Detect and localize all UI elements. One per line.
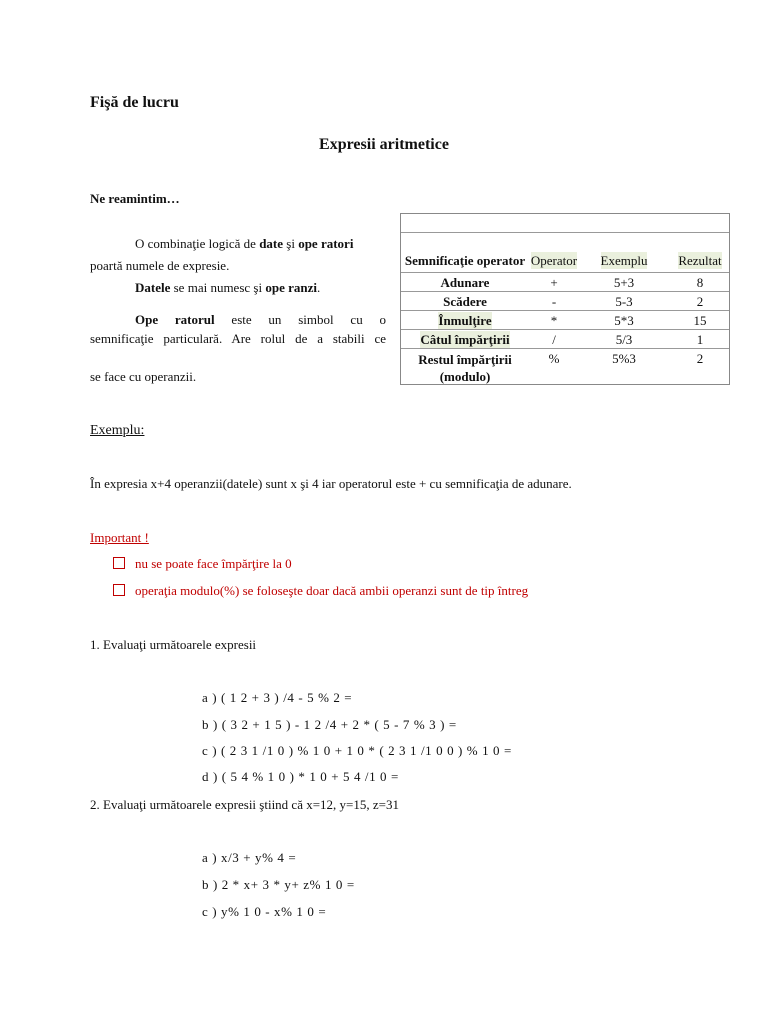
example-text: În expresia x+4 operanzii(datele) sunt x şi 4 iar operatorul este + cu semnificaţia de adunare. — [90, 476, 572, 491]
intro-paragraph-1 — [90, 233, 386, 277]
table-row — [401, 348, 729, 386]
worksheet-title: Fişă de lucru — [90, 94, 179, 111]
exercise-2-item-c: c ) y% 1 0 - x% 1 0 = — [202, 904, 327, 919]
exercise-1-item-c: c ) ( 2 3 1 /1 0 ) % 1 0 + 1 0 * ( 2 3 1 /1 0 0 ) % 1 0 = — [202, 743, 512, 758]
table-cell: 2 — [696, 351, 704, 366]
intro-text: este un simbol cu o — [214, 312, 386, 327]
term-operatorul: Ope ratorul — [135, 312, 215, 327]
table-cell: 5-3 — [615, 293, 633, 309]
table-row — [401, 310, 729, 329]
table-row — [401, 272, 729, 291]
intro-text: . — [316, 280, 321, 295]
header-cell: Exemplu — [600, 252, 648, 268]
term-operatori: ope ratori — [298, 236, 354, 251]
table-cell: * — [550, 312, 558, 328]
table-cell: % — [548, 351, 560, 366]
intro-text: poartă numele de expresie. — [90, 258, 230, 273]
page-title: Expresii aritmetice — [319, 136, 449, 153]
important-item: operaţia modulo(%) se foloseşte doar dacă ambii operanzi sunt de tip întreg — [113, 583, 528, 599]
intro-text: şi — [283, 236, 299, 251]
header-cell: Rezultat — [678, 252, 722, 268]
important-item: nu se poate face împărţire la 0 — [113, 556, 292, 572]
important-heading: Important ! — [90, 530, 149, 545]
table-cell: 5*3 — [614, 312, 634, 328]
exercise-1-item-a: a ) ( 1 2 + 3 ) /4 - 5 % 2 = — [202, 690, 353, 705]
exercise-2-item-a: a ) x/3 + y% 4 = — [202, 850, 297, 865]
intro-text: O combinaţie logică de — [135, 236, 260, 251]
header-cell: Semnificaţie operator — [404, 252, 526, 268]
table-cell: Câtul împărţirii — [420, 331, 510, 347]
exercise-2-item-b: b ) 2 * x+ 3 * y+ z% 1 0 = — [202, 877, 355, 892]
operators-table — [400, 213, 730, 385]
table-cell: 15 — [693, 312, 707, 328]
table-cell: Restul împărţirii (modulo) — [418, 351, 512, 384]
exercise-1-item-b: b ) ( 3 2 + 1 5 ) - 1 2 /4 + 2 * ( 5 - 7 % 3 ) = — [202, 717, 457, 732]
table-cell: 5/3 — [615, 331, 633, 347]
table-cell: 8 — [696, 274, 704, 290]
example-heading: Exemplu: — [90, 423, 145, 438]
term-date: date — [259, 236, 284, 251]
table-cell: Adunare — [440, 274, 490, 290]
exercise-1-item-d: d ) ( 5 4 % 1 0 ) * 1 0 + 5 4 /1 0 = — [202, 769, 399, 784]
term-operanzi: ope ranzi — [265, 280, 317, 295]
table-cell: 5%3 — [612, 351, 636, 366]
table-cell: + — [550, 274, 558, 290]
table-cell: 5+3 — [613, 274, 635, 290]
table-cell: 1 — [696, 331, 704, 347]
table-cell: Înmulţire — [438, 312, 492, 328]
recall-heading: Ne reamintim… — [90, 191, 180, 206]
header-cell: Operator — [530, 252, 578, 268]
table-cell: - — [551, 293, 557, 309]
intro-text: se mai numesc şi — [170, 280, 266, 295]
table-row — [401, 329, 729, 348]
table-cell: 2 — [696, 293, 704, 309]
exercise-1-title: 1. Evaluaţi următoarele expresii — [90, 637, 257, 652]
term-datele: Datele — [135, 280, 171, 295]
table-row — [401, 291, 729, 310]
bullet-box-icon — [113, 557, 125, 569]
table-cell: / — [552, 331, 556, 347]
bullet-box-icon — [113, 584, 125, 596]
table-cell: Scădere — [443, 293, 487, 309]
exercise-2-title: 2. Evaluaţi următoarele expresii ştiind că x=12, y=15, z=31 — [90, 797, 399, 812]
intro-paragraph-3-line-3: se face cu operanzii. — [90, 369, 197, 384]
intro-paragraph-3-line-2: semnificaţie particulară. Are rolul de a stabili ce — [90, 331, 386, 346]
intro-paragraph-2 — [90, 277, 386, 299]
